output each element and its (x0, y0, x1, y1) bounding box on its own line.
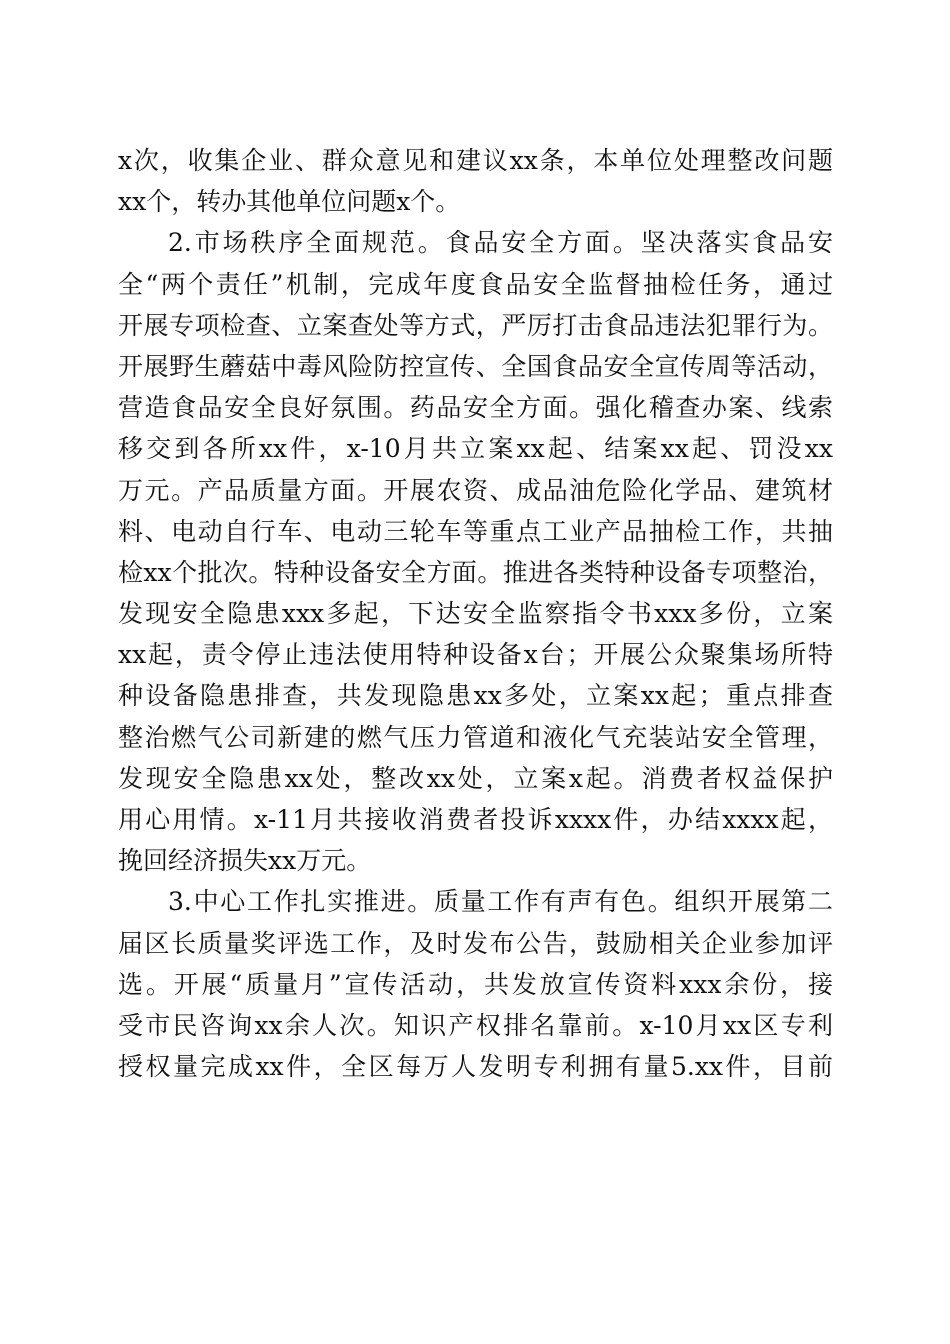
text-line: 营造食品安全良好氛围。药品安全方面。强化稽查办案、线索 (118, 393, 833, 423)
text-line: 整治燃气公司新建的燃气压力管道和液化气充装站安全管理， (118, 722, 833, 752)
text-line: x次，收集企业、群众意见和建议xx条，本单位处理整改问题 (118, 146, 833, 175)
text-line: 检xx个批次。特种设备安全方面。推进各类特种设备专项整治， (118, 557, 833, 587)
text-line: 全“两个责任”机制，完成年度食品安全监督抽检任务，通过 (118, 269, 833, 299)
paragraph-start-line: 3.中心工作扎实推进。质量工作有声有色。组织开展第二 (168, 887, 833, 917)
text-line: 授权量完成xx件，全区每万人发明专利拥有量5.xx件，目前 (118, 1052, 833, 1082)
text-line: xx个，转办其他单位问题x个。 (118, 187, 461, 217)
text-line: 开展野生蘑菇中毒风险防控宣传、全国食品安全宣传周等活动， (118, 351, 833, 381)
text-line: 料、电动自行车、电动三轮车等重点工业产品抽检工作，共抽 (118, 516, 833, 546)
text-line: 万元。产品质量方面。开展农资、成品油危险化学品、建筑材 (118, 475, 833, 505)
text-line: 受市民咨询xx余人次。知识产权排名靠前。x-10月xx区专利 (118, 1010, 833, 1040)
document-body (118, 140, 833, 1087)
text-line: 移交到各所xx件，x-10月共立案xx起、结案xx起、罚没xx (118, 434, 833, 464)
text-line: xx起，责令停止违法使用特种设备x台；开展公众聚集场所特 (118, 640, 833, 670)
text-line: 种设备隐患排查，共发现隐患xx多处，立案xx起；重点排查 (118, 681, 833, 711)
text-line: 发现安全隐患xxx多起，下达安全监察指令书xxx多份，立案 (118, 599, 833, 629)
text-line: 挽回经济损失xx万元。 (118, 846, 372, 876)
text-line: 开展专项检查、立案查处等方式，严厉打击食品违法犯罪行为。 (118, 310, 833, 340)
text-line: 用心用情。x-11月共接收消费者投诉xxxx件，办结xxxx起， (118, 805, 833, 834)
paragraph-start-line: 2.市场秩序全面规范。食品安全方面。坚决落实食品安 (168, 228, 833, 258)
text-line: 届区长质量奖评选工作，及时发布公告，鼓励相关企业参加评 (118, 928, 833, 958)
text-line: 发现安全隐患xx处，整改xx处，立案x起。消费者权益保护 (118, 763, 833, 793)
text-line: 选。开展“质量月”宣传活动，共发放宣传资料xxx余份，接 (118, 969, 833, 999)
